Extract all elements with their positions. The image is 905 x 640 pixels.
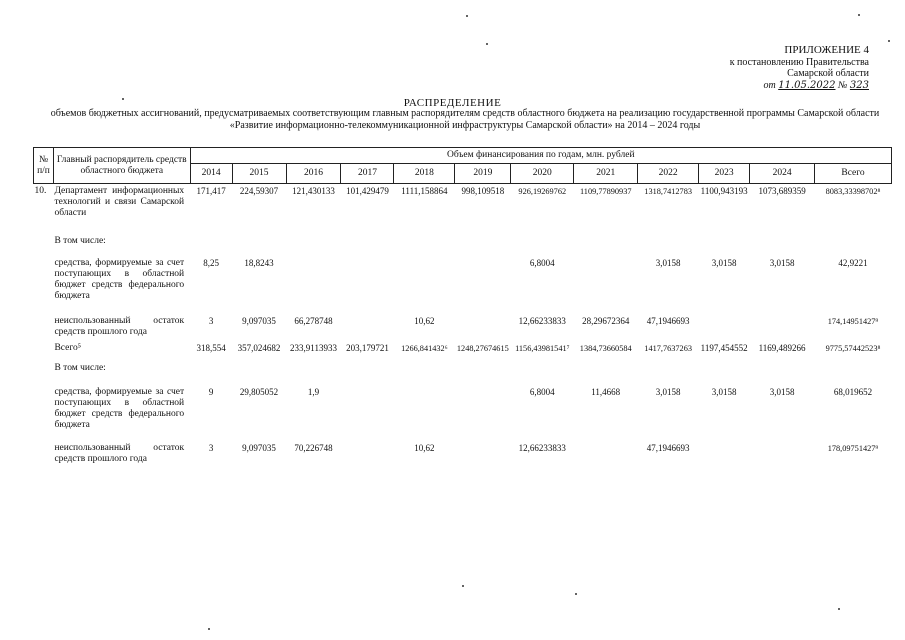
table-row <box>34 339 892 361</box>
value-cell: 1318,7412783 <box>644 187 693 196</box>
value-cell <box>511 361 574 383</box>
annex-line-4 <box>609 80 869 92</box>
value-cell: 18,8243 <box>244 257 274 268</box>
value-cell <box>232 232 286 254</box>
row-label: Всего⁵ <box>54 342 82 353</box>
value-cell <box>574 254 638 310</box>
value-cell: 318,554 <box>196 342 226 353</box>
value-cell: 3,0158 <box>711 257 737 268</box>
annex-line-2: к постановлению Правительства <box>729 56 869 68</box>
header-year: 2022 <box>638 164 699 184</box>
header-year: 2015 <box>232 164 286 184</box>
value-cell <box>394 254 455 310</box>
header-year: 2019 <box>455 164 511 184</box>
row-label: средства, формируемые за счет поступающих в областной бюджет средств федерального бюджета <box>54 257 185 301</box>
header-year: 2020 <box>511 164 574 184</box>
row-label: неиспользованный остаток средств прошлого года <box>54 315 185 337</box>
row-number <box>34 310 54 339</box>
row-number <box>34 439 54 467</box>
value-cell: 998,109518 <box>461 186 505 196</box>
table-row <box>34 232 892 254</box>
value-cell <box>455 361 511 383</box>
annex-date-prefix: от <box>763 79 779 91</box>
value-cell: 3,0158 <box>711 386 737 397</box>
value-cell: 1384,73660584 <box>579 343 632 353</box>
value-cell: 224,59307 <box>239 186 279 196</box>
value-cell: 70,226748 <box>294 442 333 453</box>
annex-date: 11.05.2022 <box>778 79 836 91</box>
value-cell <box>341 383 394 439</box>
header-year: 2016 <box>286 164 341 184</box>
value-cell <box>190 232 232 254</box>
annex-block <box>609 45 869 91</box>
value-cell <box>341 439 394 467</box>
value-cell <box>394 361 455 383</box>
value-cell <box>815 361 892 383</box>
value-cell <box>394 383 455 439</box>
value-cell: 47,1946693 <box>646 442 690 453</box>
value-cell <box>190 361 232 383</box>
value-cell <box>232 361 286 383</box>
annex-number: 323 <box>849 79 869 91</box>
value-cell: 3 <box>208 315 214 326</box>
value-cell <box>574 232 638 254</box>
value-cell <box>750 310 815 339</box>
table-row <box>34 383 892 439</box>
value-cell <box>455 232 511 254</box>
value-cell: 11,4668 <box>591 386 621 397</box>
row-label: Департамент информационных технологий и связи Самарской области <box>54 186 185 218</box>
row-label: неиспользованный остаток средств прошлого года <box>54 442 185 464</box>
value-cell: 3,0158 <box>655 386 681 397</box>
funding-table <box>33 147 892 467</box>
value-cell: 29,805052 <box>239 386 279 397</box>
value-cell: 9,097035 <box>242 442 276 453</box>
table-row <box>34 361 892 383</box>
value-cell: 8,25 <box>203 257 219 268</box>
value-cell <box>341 232 394 254</box>
value-cell: 1156,43981541⁷ <box>515 343 570 353</box>
value-cell: 203,179721 <box>346 342 389 353</box>
value-cell <box>638 232 699 254</box>
annex-title: ПРИЛОЖЕНИЕ 4 <box>784 44 869 56</box>
value-cell: 3,0158 <box>655 257 681 268</box>
value-cell: 12,66233833 <box>518 442 566 453</box>
value-cell: 171,417 <box>196 186 226 196</box>
value-cell: 3,0158 <box>769 386 795 397</box>
value-cell: 101,429479 <box>346 186 389 196</box>
value-cell <box>455 310 511 339</box>
value-cell: 12,66233833 <box>518 315 566 326</box>
value-cell <box>341 254 394 310</box>
row-label: В том числе: <box>54 362 106 373</box>
value-cell: 1100,943193 <box>700 186 748 196</box>
value-cell: 6,8004 <box>529 257 555 268</box>
value-cell: 1169,489266 <box>758 342 806 353</box>
value-cell: 178,09751427⁹ <box>827 443 879 453</box>
value-cell: 1111,158864 <box>401 186 448 196</box>
annex-number-sign: № <box>835 79 850 91</box>
value-cell <box>394 232 455 254</box>
document-title: РАСПРЕДЕЛЕНИЕ <box>403 97 502 109</box>
header-year: 2017 <box>341 164 394 184</box>
value-cell <box>341 361 394 383</box>
value-cell: 1266,841432⁶ <box>401 343 448 353</box>
value-cell: 1,9 <box>307 386 320 397</box>
header-total: Всего <box>815 164 892 184</box>
value-cell <box>750 439 815 467</box>
table-row <box>34 310 892 339</box>
value-cell <box>455 254 511 310</box>
value-cell: 3 <box>208 442 214 453</box>
row-number <box>34 232 54 254</box>
value-cell <box>341 310 394 339</box>
value-cell <box>750 232 815 254</box>
value-cell <box>286 254 341 310</box>
value-cell <box>574 439 638 467</box>
value-cell: 47,1946693 <box>646 315 690 326</box>
value-cell: 1073,689359 <box>758 186 806 196</box>
value-cell: 10,62 <box>414 442 435 453</box>
value-cell <box>286 361 341 383</box>
row-label: средства, формируемые за счет поступающих в областной бюджет средств федерального бюджета <box>54 386 185 430</box>
row-number: 10. <box>34 186 47 196</box>
table-row <box>34 439 892 467</box>
value-cell: 8083,33398702⁸ <box>825 187 881 196</box>
annex-line-3: Самарской области <box>787 68 869 79</box>
header-year: 2021 <box>574 164 638 184</box>
value-cell <box>455 383 511 439</box>
value-cell: 3,0158 <box>769 257 795 268</box>
value-cell <box>511 232 574 254</box>
value-cell <box>699 310 750 339</box>
row-number <box>34 361 54 383</box>
value-cell: 9,097035 <box>242 315 276 326</box>
value-cell: 121,430133 <box>292 186 335 196</box>
value-cell: 10,62 <box>414 315 435 326</box>
header-administrator: Главный распорядитель средств областного бюджета <box>53 148 190 184</box>
value-cell: 357,024682 <box>237 342 281 353</box>
value-cell: 6,8004 <box>529 386 555 397</box>
document-subtitle: объемов бюджетных ассигнований, предусматриваемых соответствующим главным распорядителям средств областного бюджета на реализацию государственной программы Самарской области «Развитие информационно-телекоммуникационной инфраструктуры Самарской области» на 2014 – 2024 годы <box>50 108 880 131</box>
header-year: 2024 <box>750 164 815 184</box>
value-cell <box>750 361 815 383</box>
value-cell: 233,9113933 <box>290 342 337 353</box>
value-cell: 9775,57442523⁸ <box>825 343 881 353</box>
value-cell: 68,019652 <box>833 386 873 397</box>
value-cell: 174,14951427⁹ <box>827 316 879 326</box>
header-year: 2023 <box>699 164 750 184</box>
row-number <box>34 254 54 310</box>
header-year: 2014 <box>190 164 232 184</box>
value-cell <box>699 439 750 467</box>
row-number <box>34 339 54 361</box>
value-cell: 42,9221 <box>838 257 868 268</box>
value-cell: 926,19269762 <box>518 187 567 196</box>
header-number: № п/п <box>34 148 54 184</box>
value-cell <box>574 361 638 383</box>
row-label: В том числе: <box>54 235 106 246</box>
value-cell: 28,29672364 <box>582 315 630 326</box>
value-cell: 1248,27674615 <box>456 343 509 353</box>
header-funding: Объем финансирования по годам, млн. рублей <box>190 148 891 164</box>
value-cell: 9 <box>208 386 214 397</box>
value-cell <box>455 439 511 467</box>
value-cell <box>699 232 750 254</box>
value-cell <box>815 232 892 254</box>
value-cell: 1109,77890937 <box>579 187 632 196</box>
table-row <box>34 184 892 232</box>
value-cell <box>286 232 341 254</box>
table-row <box>34 254 892 310</box>
header-year: 2018 <box>394 164 455 184</box>
value-cell: 1197,454552 <box>700 342 748 353</box>
value-cell <box>638 361 699 383</box>
value-cell <box>699 361 750 383</box>
row-number <box>34 383 54 439</box>
value-cell: 66,278748 <box>294 315 333 326</box>
value-cell: 1417,7637263 <box>644 343 693 353</box>
